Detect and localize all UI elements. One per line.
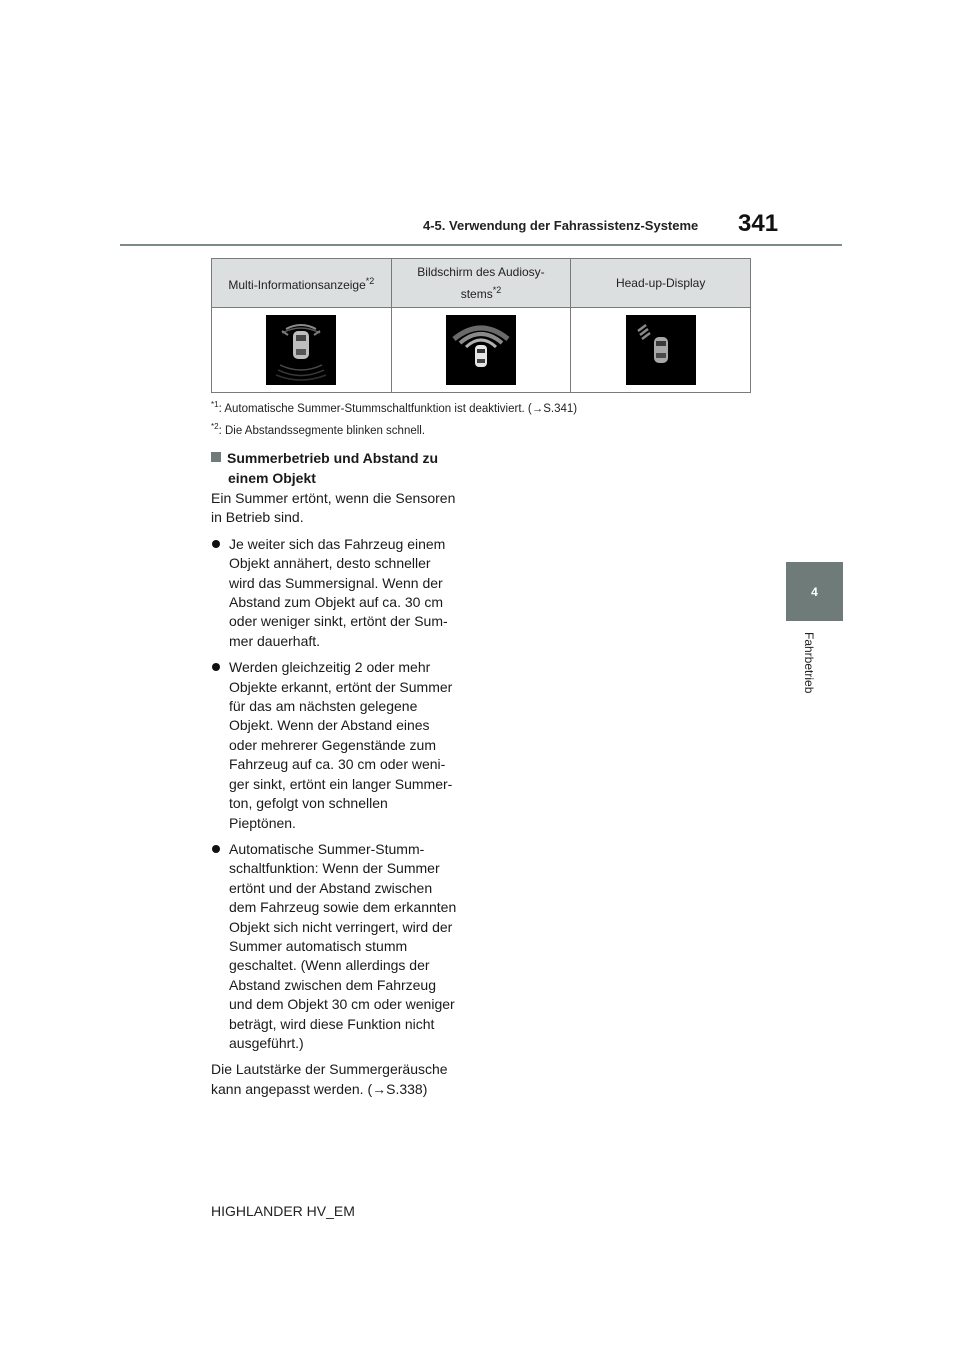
text-line: geschaltet. (Wenn allerdings der: [229, 957, 430, 974]
audio-system-screen: [446, 315, 516, 385]
text-line: schaltfunktion: Wenn der Summer: [229, 860, 440, 877]
text-line: und dem Objekt 30 cm oder weniger: [229, 996, 455, 1013]
display-table: [211, 258, 751, 393]
head-up-display-screen: [626, 315, 696, 385]
bullet-icon: [212, 540, 220, 548]
header-multi-info: Multi-Informationsanzeige: [228, 278, 366, 292]
text-line: Abstand zwischen dem Fahrzeug: [229, 976, 436, 993]
text-line: Objekt sich nicht verringert, wird der: [229, 918, 453, 935]
text-line: ton, gefolgt von schnellen: [229, 795, 388, 812]
text-line: ertönt und der Abstand zwischen: [229, 879, 433, 896]
text-line: beträgt, wird diese Funktion nicht: [229, 1015, 435, 1032]
text-line: Werden gleichzeitig 2 oder mehr: [229, 659, 431, 676]
footer-model: HIGHLANDER HV_EM: [211, 1203, 355, 1219]
footnote-text: : Automatische Summer-Stummschaltfunktion ist deaktiviert. (→S.341): [218, 402, 578, 415]
text-line: dem Fahrzeug sowie dem erkannten: [229, 899, 457, 916]
multi-info-display-screen: [266, 315, 336, 385]
header-audio-line2: stems: [460, 287, 493, 301]
table-image-cell: [391, 308, 571, 393]
text-line: mer dauerhaft.: [229, 632, 321, 649]
chapter-tab: 4: [786, 562, 843, 621]
table-image-cell: [571, 308, 751, 393]
bullet-icon: [212, 663, 220, 671]
text-line: oder mehrerer Gegenstände zum: [229, 736, 436, 753]
intro-paragraph: [211, 489, 471, 528]
table-header-cell: [391, 259, 571, 308]
footnote-1: [211, 400, 577, 415]
text-line: Abstand zum Objekt auf ca. 30 cm: [229, 594, 443, 611]
header-title: 4-5. Verwendung der Fahrassistenz-Systeme: [423, 218, 699, 233]
text-line: Automatische Summer-Stumm-: [229, 840, 425, 857]
text-line: wird das Summersignal. Wenn der: [229, 574, 443, 591]
bullet-icon: [212, 845, 220, 853]
text-line: Pieptönen.: [229, 814, 296, 831]
text-line: ger sinkt, ertönt ein langer Summer-: [229, 775, 453, 792]
text-line: kann angepasst werden. (→S.338): [211, 1080, 428, 1097]
table-header-row: [212, 259, 751, 308]
table-header-cell: [571, 259, 751, 308]
header-footnote-ref: *2: [492, 285, 502, 295]
header-footnote-ref: *2: [365, 276, 375, 286]
table-image-cell: [212, 308, 392, 393]
footnote-text: : Die Abstandssegmente blinken schnell.: [218, 424, 426, 437]
body-text: [211, 489, 471, 1106]
header-rule: [120, 244, 842, 246]
text-line: ausgeführt.): [229, 1034, 304, 1051]
text-line: Fahrzeug auf ca. 30 cm oder weni-: [229, 756, 446, 773]
text-line: in Betrieb sind.: [211, 509, 304, 526]
heading-square-icon: [211, 452, 221, 462]
text-line: Die Lautstärke der Summergeräusche: [211, 1061, 448, 1078]
table-header-cell: [212, 259, 392, 308]
text-line: für das am nächsten gelegene: [229, 698, 418, 715]
text-line: Objekt. Wenn der Abstand eines: [229, 717, 430, 734]
footnote-2: [211, 422, 425, 437]
footnote-marker: *1: [211, 400, 219, 409]
text-line: Ein Summer ertönt, wenn die Sensoren: [211, 490, 456, 506]
section-heading: [211, 448, 471, 488]
text-line: Objekte erkannt, ertönt der Summer: [229, 678, 453, 695]
heading-line1: Summerbetrieb und Abstand zu: [227, 450, 439, 466]
header-audio-line1: Bildschirm des Audiosy-: [417, 265, 545, 279]
text-line: Summer automatisch stumm: [229, 937, 408, 954]
list-item: [211, 658, 471, 833]
heading-line2: einem Objekt: [228, 470, 316, 486]
list-item: [211, 840, 471, 1053]
page-number: 341: [738, 210, 779, 237]
table-image-row: [212, 308, 751, 393]
chapter-label: Fahrbetrieb: [802, 632, 816, 694]
text-line: Objekt annähert, desto schneller: [229, 555, 431, 572]
closing-paragraph: [211, 1060, 471, 1099]
text-line: oder weniger sinkt, ertönt der Sum-: [229, 613, 448, 630]
text-line: Je weiter sich das Fahrzeug einem: [229, 535, 446, 552]
list-item: [211, 535, 471, 651]
header-hud: Head-up-Display: [615, 276, 706, 290]
footnote-marker: *2: [211, 422, 219, 431]
